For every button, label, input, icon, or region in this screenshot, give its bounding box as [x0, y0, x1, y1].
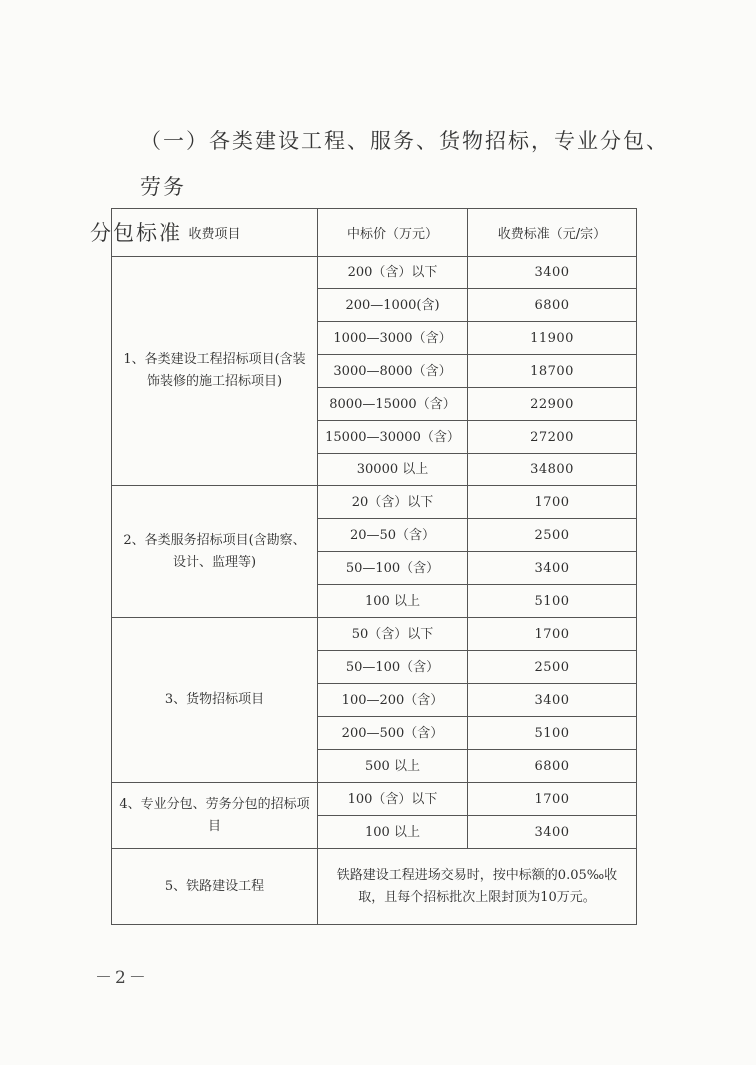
heading-line-1: （一）各类建设工程、服务、货物招标，专业分包、劳务 [140, 129, 669, 199]
fee-amount: 1700 [468, 486, 637, 519]
winning-price-range: 8000—15000（含） [318, 388, 468, 421]
winning-price-range: 20（含）以下 [318, 486, 468, 519]
winning-price-range: 200—500（含） [318, 717, 468, 750]
fee-item-category: 1、各类建设工程招标项目(含装饰装修的施工招标项目) [112, 257, 318, 486]
table-header-row [112, 209, 637, 257]
fee-item-category: 2、各类服务招标项目(含勘察、设计、监理等) [112, 486, 318, 618]
winning-price-range: 100（含）以下 [318, 783, 468, 816]
fee-amount: 2500 [468, 519, 637, 552]
railway-fee-note: 铁路建设工程进场交易时，按中标额的0.05‰收取，且每个招标批次上限封顶为10万元。 [318, 849, 637, 925]
winning-price-range: 200（含）以下 [318, 257, 468, 289]
fee-amount: 3400 [468, 816, 637, 849]
fee-amount: 34800 [468, 454, 637, 486]
fee-amount: 2500 [468, 651, 637, 684]
table-row [112, 618, 637, 651]
fee-item-category: 4、专业分包、劳务分包的招标项目 [112, 783, 318, 849]
winning-price-range: 100 以上 [318, 816, 468, 849]
page-number: －2－ [95, 968, 149, 988]
header-fee-standard: 收费标准（元/宗） [468, 209, 637, 257]
header-fee-item: 收费项目 [112, 209, 318, 257]
table-row [112, 486, 637, 519]
fee-table-body [112, 257, 637, 925]
winning-price-range: 50（含）以下 [318, 618, 468, 651]
winning-price-range: 100—200（含） [318, 684, 468, 717]
fee-amount: 1700 [468, 618, 637, 651]
table-row [112, 783, 637, 816]
fee-amount: 5100 [468, 717, 637, 750]
heading-line-2: 分包标准 [90, 221, 182, 245]
header-winning-price: 中标价（万元） [318, 209, 468, 257]
winning-price-range: 20—50（含） [318, 519, 468, 552]
winning-price-range: 1000—3000（含） [318, 322, 468, 355]
winning-price-range: 200—1000(含) [318, 289, 468, 322]
winning-price-range: 30000 以上 [318, 454, 468, 486]
fee-amount: 3400 [468, 684, 637, 717]
fee-item-category: 3、货物招标项目 [112, 618, 318, 783]
fee-amount: 18700 [468, 355, 637, 388]
fee-amount: 6800 [468, 750, 637, 783]
fee-amount: 3400 [468, 257, 637, 289]
winning-price-range: 100 以上 [318, 585, 468, 618]
fee-amount: 3400 [468, 552, 637, 585]
fee-amount: 27200 [468, 421, 637, 454]
fee-amount: 11900 [468, 322, 637, 355]
winning-price-range: 50—100（含） [318, 651, 468, 684]
winning-price-range: 500 以上 [318, 750, 468, 783]
winning-price-range: 50—100（含） [318, 552, 468, 585]
fee-amount: 1700 [468, 783, 637, 816]
winning-price-range: 3000—8000（含） [318, 355, 468, 388]
table-row [112, 257, 637, 289]
winning-price-range: 15000—30000（含） [318, 421, 468, 454]
fee-amount: 22900 [468, 388, 637, 421]
fee-table [111, 208, 637, 925]
railway-row [112, 849, 637, 925]
fee-item-category: 5、铁路建设工程 [112, 849, 318, 925]
fee-amount: 5100 [468, 585, 637, 618]
fee-amount: 6800 [468, 289, 637, 322]
